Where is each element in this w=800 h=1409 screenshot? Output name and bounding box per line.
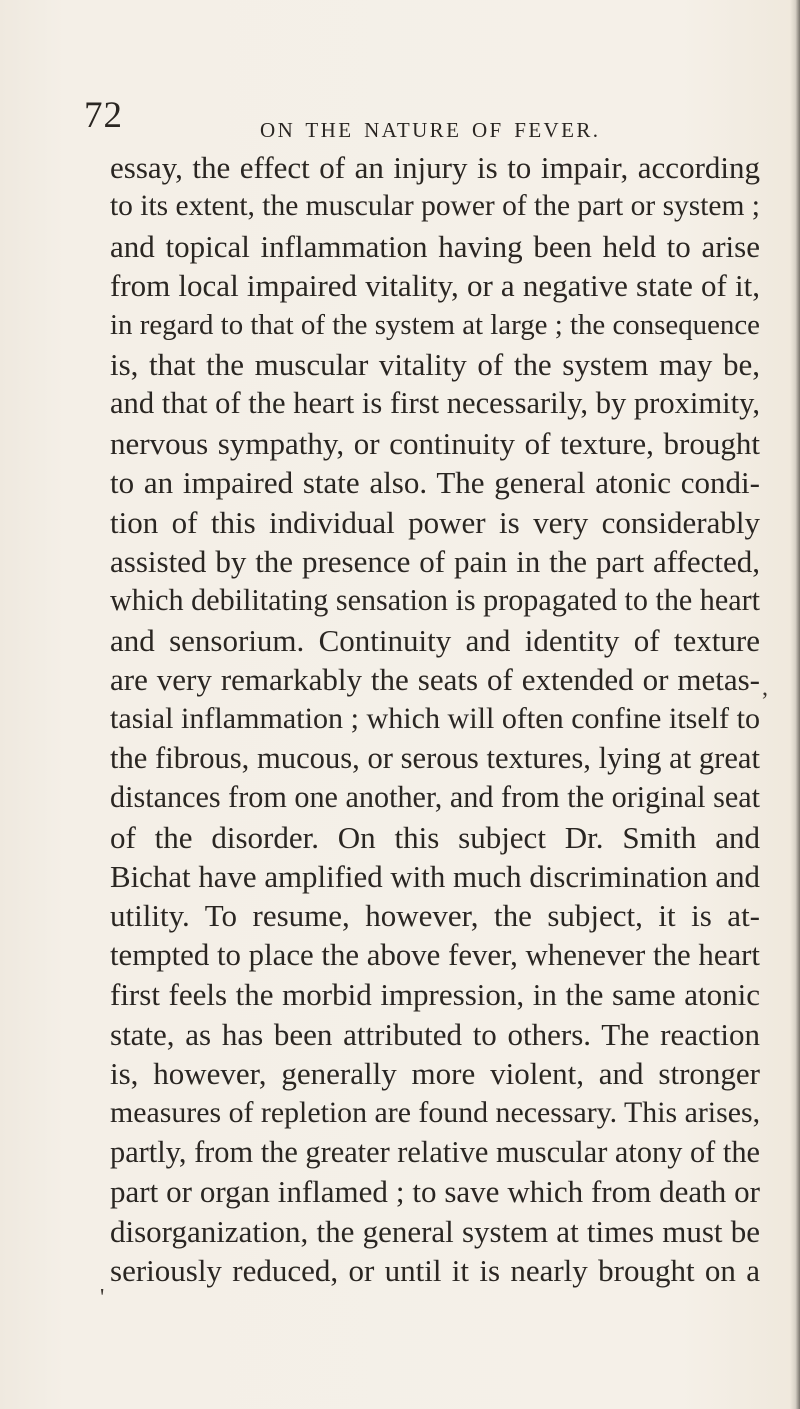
text-line: Bichat have amplified with much discrimination and [110,859,760,895]
running-head: ON THE NATURE OF FEVER. [260,118,601,142]
text-line: distances from one another, and from the original seat [110,780,760,815]
text-line: essay, the effect of an injury is to impair, according [110,150,760,185]
margin-tick-mark: ' [100,1285,105,1311]
margin-comma-mark: , [762,675,768,701]
text-line: which debilitating sensation is propagated to the heart [110,583,760,618]
text-line: and sensorium. Continuity and identity of texture [110,622,760,658]
text-line: is, that the muscular vitality of the system may be, [110,346,760,382]
text-line: partly, from the greater relative muscular atony of the [110,1134,760,1169]
text-line: utility. To resume, however, the subject, it is at- [110,898,760,934]
text-line: the fibrous, mucous, or serous textures, lying at great [110,740,760,775]
text-line: tempted to place the above fever, whenever the heart [110,937,760,972]
text-line: are very remarkably the seats of extended or metas- [110,662,760,698]
text-line: disorganization, the general system at times must be [110,1213,760,1249]
text-line: measures of repletion are found necessary. This arises, [110,1096,761,1130]
text-line: and that of the heart is first necessarily, by proximity, [110,386,760,421]
text-line: to its extent, the muscular power of the part or system ; [110,190,760,223]
text-line: and topical inflammation having been held to arise [110,228,760,264]
text-line: state, as has been attributed to others. The reaction [110,1016,760,1052]
text-line: part or organ inflamed ; to save which from death or [110,1174,760,1210]
text-line: of the disorder. On this subject Dr. Smith and [110,819,760,855]
text-line: to an impaired state also. The general atonic condi- [110,465,760,501]
text-line: nervous sympathy, or continuity of texture, brought [110,425,760,461]
text-line: first feels the morbid impression, in the same atonic [110,977,760,1013]
text-line: in regard to that of the system at large ; the consequence [110,308,760,341]
text-line: tion of this individual power is very considerably [110,504,760,540]
text-line: seriously reduced, or until it is nearly brought on a [110,1252,760,1288]
page-edge-shadow [790,0,800,1409]
text-line: assisted by the presence of pain in the part affected, [110,543,760,579]
page-number: 72 [84,95,123,136]
body-text [110,148,760,1290]
text-line: is, however, generally more violent, and stronger [110,1055,760,1091]
text-line: from local impaired vitality, or a negative state of it, [110,268,760,304]
text-line: tasial inflammation ; which will often confine itself to [110,701,760,736]
